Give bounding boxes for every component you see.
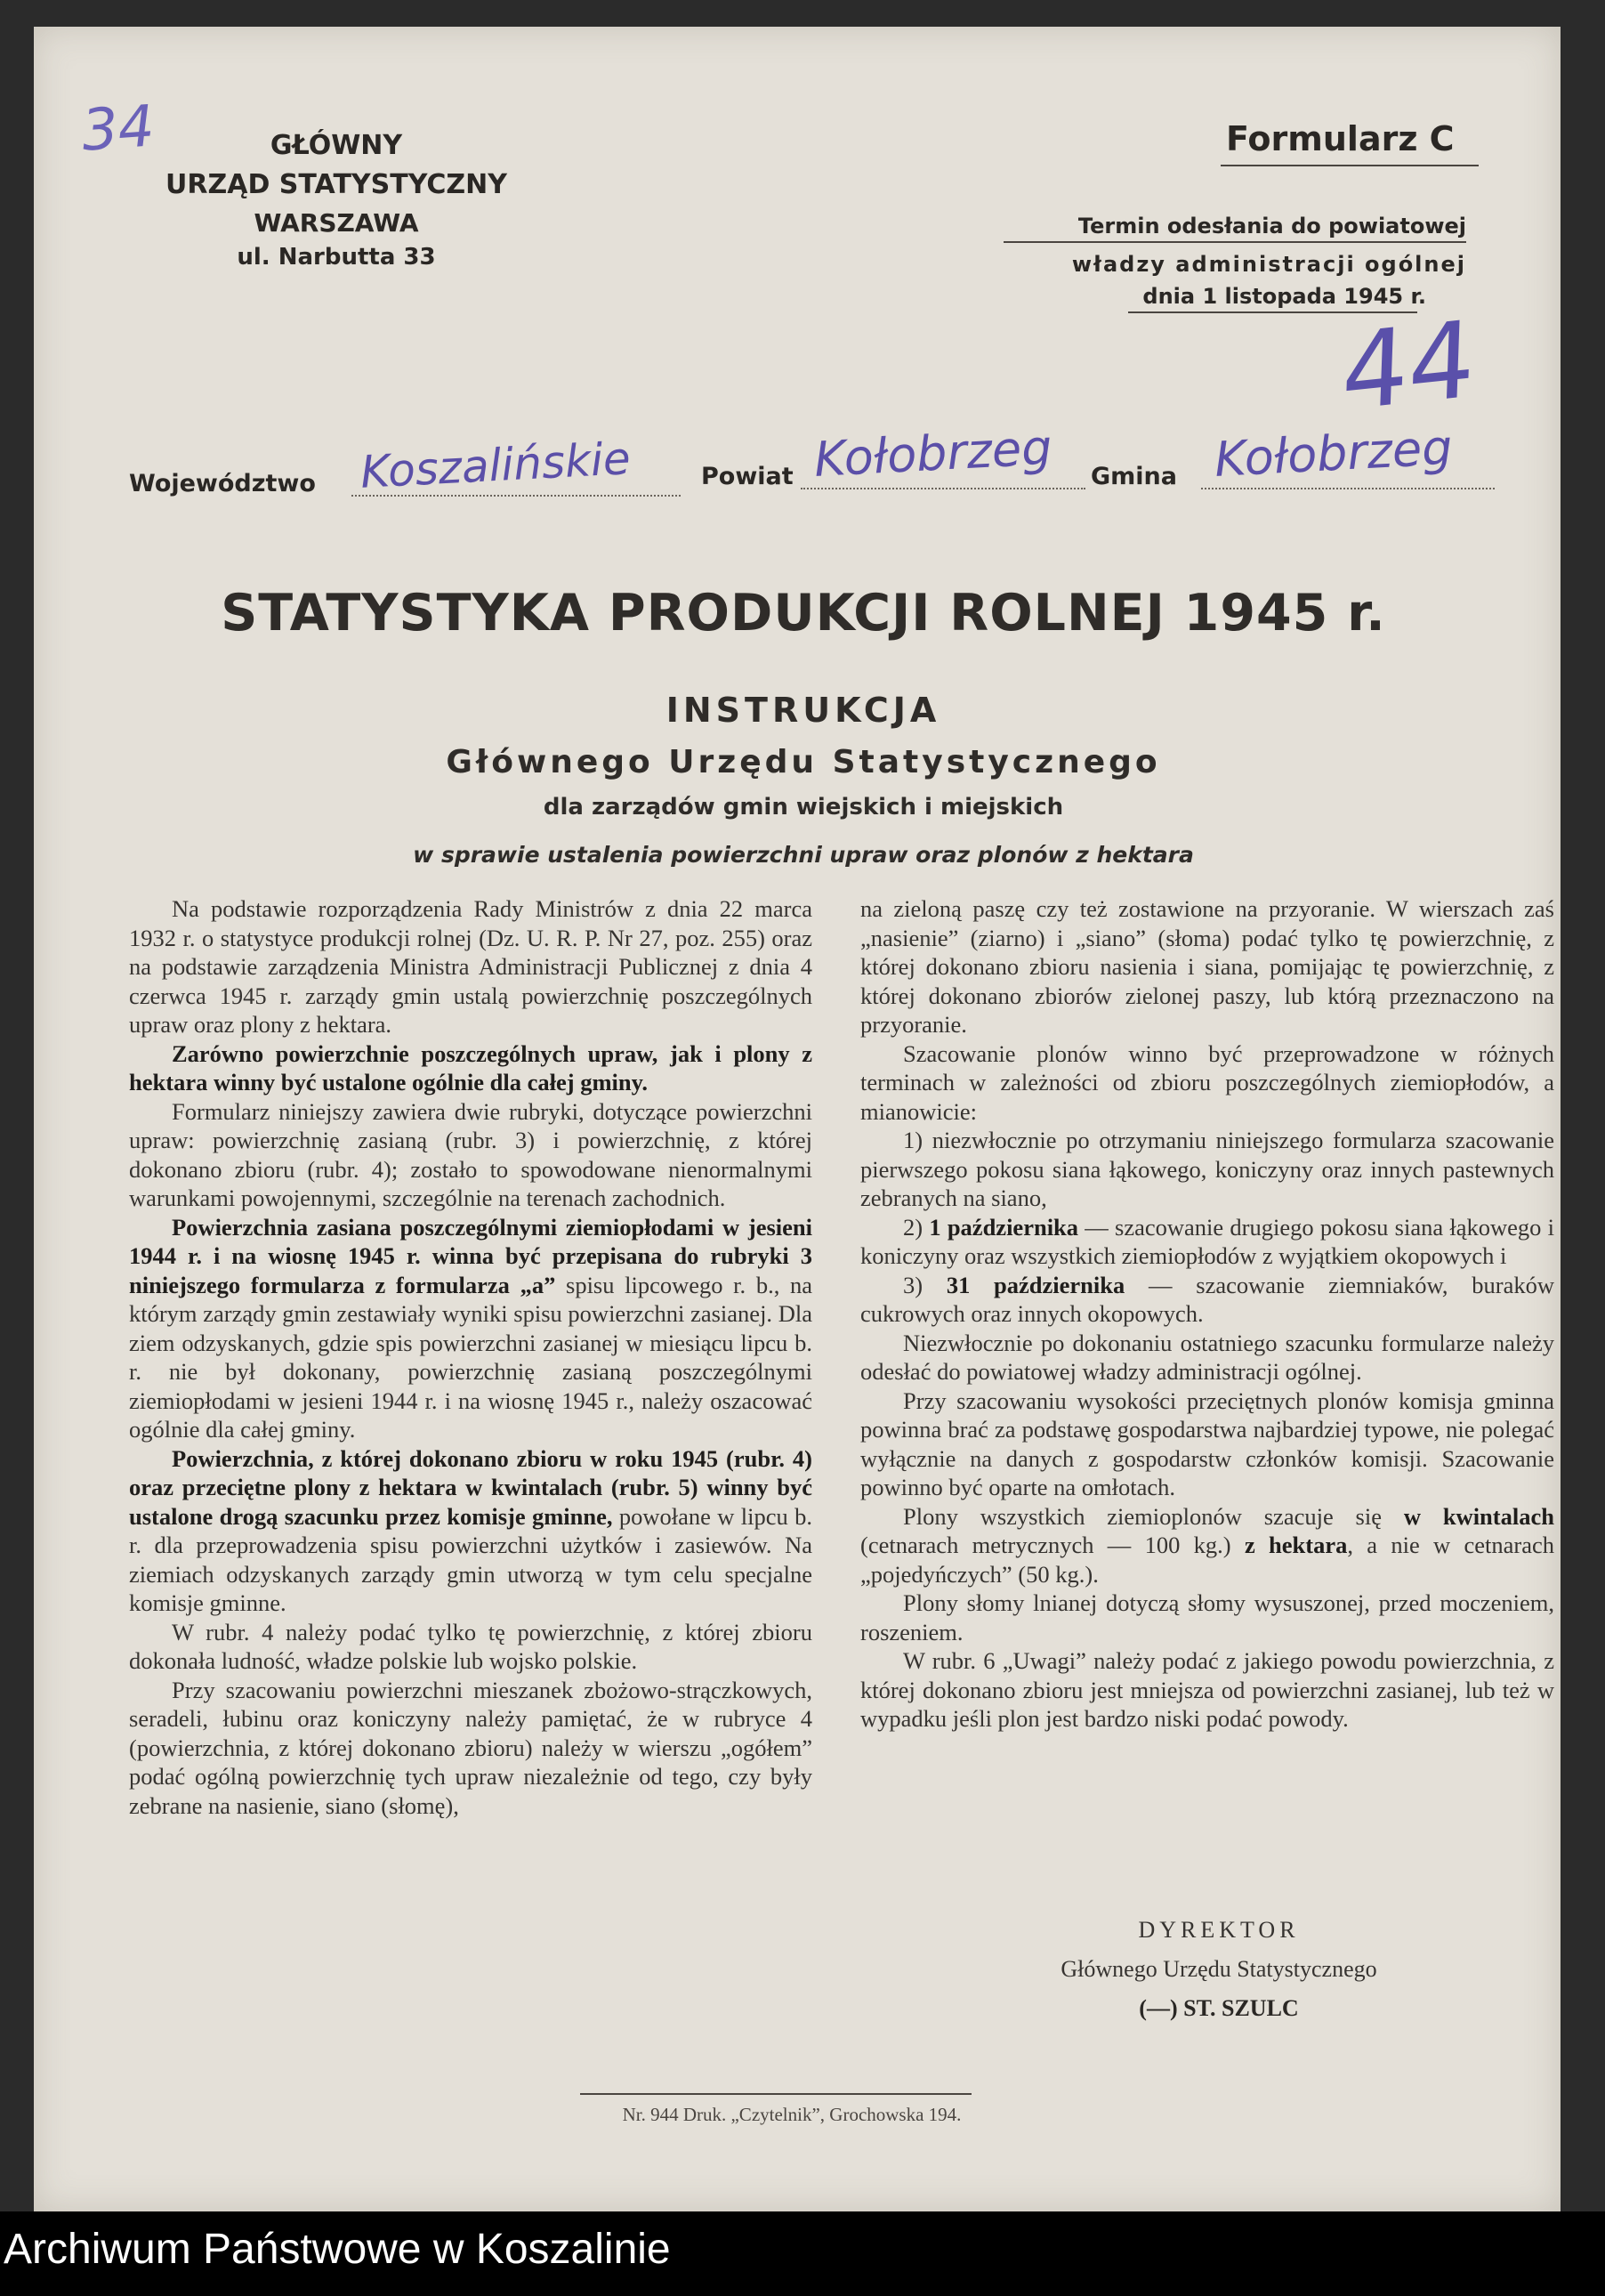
- deadline-underline-1: [1004, 241, 1466, 243]
- county-handwritten-value: Kołobrzeg: [812, 419, 1053, 488]
- paragraph-bold: 31 października: [946, 1271, 1125, 1298]
- deadline-line-2: władzy administracji ogólnej: [1071, 252, 1466, 277]
- paragraph-text: — szacowanie drugiego pokosu siana łąkowego i koniczyny oraz wszystkich ziemiopłodów z wyjątkiem okopowych i: [860, 1213, 1554, 1269]
- paragraph: W rubr. 4 należy podać tylko tę powierzchnię, z której zbioru dokonała ludność, władze polskie lub wojsko polskie.: [129, 1618, 812, 1674]
- paragraph: Plony słomy lnianej dotyczą słomy wysuszonej, przed moczeniem, roszeniem.: [860, 1589, 1554, 1645]
- signature-office: Głównego Urzędu Statystycznego: [1061, 1956, 1377, 1982]
- paragraph: [129, 1039, 812, 1097]
- paragraph-bold: w kwintalach: [1403, 1502, 1554, 1530]
- paragraph: Niezwłocznie po dokonaniu ostatniego szacunku formularze należy odesłać do powiatowej władzy administracji ogólnej.: [860, 1329, 1554, 1385]
- paragraph-text: — szacowanie ziemniaków, buraków cukrowych oraz innych okopowych.: [860, 1271, 1554, 1327]
- deadline-line-3: dnia 1 listopada 1945 r.: [1142, 284, 1426, 309]
- instruction-column-left: [129, 894, 812, 1820]
- office-address: ul. Narbutta 33: [237, 244, 436, 271]
- county-dotted-line: [801, 488, 1085, 489]
- document-title: STATYSTYKA PRODUKCJI ROLNEJ 1945 r.: [221, 584, 1386, 643]
- office-line-1: GŁÓWNY: [270, 130, 403, 161]
- paragraph: [860, 1502, 1554, 1589]
- paragraph: W rubr. 6 „Uwagi” należy podać z jakiego powodu powierzchnia, z której dokonano zbioru jest mniejsza od powierzchni zasianej, lub też w wypadku jeśli plon jest bardzo niski podać powody.: [860, 1647, 1554, 1732]
- commune-label: Gmina: [1091, 463, 1177, 490]
- paragraph-bold: 1 października: [929, 1213, 1079, 1241]
- paragraph: Przy szacowaniu powierzchni mieszanek zbożowo-strączkowych, seradeli, łubinu oraz koniczyny należy pamiętać, że w rubryce 4 (powierzchnia, z której dokonano zbioru) należy w wierszu „ogółem” podać ogólną powierzchnię tych upraw niezależnie od tego, czy były zebrane na nasienie, siano (słomę),: [129, 1676, 812, 1819]
- paragraph: [129, 1444, 812, 1618]
- instruction-subtitle-3: w sprawie ustalenia powierzchni upraw oraz plonów z hektara: [413, 842, 1194, 868]
- paragraph: Na podstawie rozporządzenia Rady Ministrów z dnia 22 marca 1932 r. o statystyce produkcji rolnej (Dz. U. R. P. Nr 27, poz. 255) oraz na podstawie zarządzenia Ministra Administracji Publicznej z dnia 4 czerwca 1945 r. zarządy gmin ustalą powierzchnię poszczególnych upraw oraz plony z hektara.: [129, 895, 812, 1038]
- paragraph: Formularz niniejszy zawiera dwie rubryki, dotyczące powierzchni upraw: powierzchnię zasianą (rubr. 3) i powierzchnię, z której dokonano zbioru (rubr. 4); zostało to spowodowane nienormalnymi warunkami powojennymi, szczególnie na terenach zachodnich.: [129, 1097, 812, 1211]
- printer-note: Nr. 944 Druk. „Czytelnik”, Grochowska 194.: [622, 2104, 962, 2125]
- paragraph-text: (cetnarach metrycznych — 100 kg.): [860, 1532, 1245, 1558]
- voivodeship-handwritten-value: Koszalińskie: [359, 433, 632, 498]
- form-title: Formularz C: [1226, 119, 1455, 158]
- paragraph-bold: z hektara: [1244, 1532, 1348, 1558]
- paragraph-bold: Zarówno powierzchnie poszczególnych upraw, jak i plony z hektara winny być ustalone ogólnie dla całej gminy.: [129, 1039, 812, 1095]
- printer-rule: [580, 2093, 972, 2095]
- county-label: Powiat: [701, 463, 794, 490]
- paragraph-text: powołane w lipcu b. r. dla przeprowadzenia spisu powierzchni użytków i zasiewów. Na ziemiach odzyskanych zarządy gmin utworzą w tym celu specjalne komisje gminne.: [129, 1502, 812, 1616]
- paragraph-text: spisu lipcowego r. b., na którym zarządy gmin zestawiały wyniki spisu powierzchni zasianej. Dla ziem odzyskanych, gdzie spis powierzchni zasianej w miesiącu lipcu b. r. nie był dokonany, powierzchnię zasianą poszczególnymi ziemiopłodami w jesieni 1944 r. i na wiosnę 1945 r., należy oszacować ogólnie dla całej gminy.: [129, 1271, 812, 1443]
- paragraph: Przy szacowaniu wysokości przeciętnych plonów komisja gminna powinna brać za podstawę gospodarstwa najbardziej typowe, nie polegać wyłącznie na danych z gospodarstw członków komisji. Szacowanie powinno być oparte na omłotach.: [860, 1386, 1554, 1500]
- deadline-line-1: Termin odesłania do powiatowej: [1077, 214, 1466, 238]
- paragraph-bold: Powierzchnia, z której dokonano zbioru w roku 1945 (rubr. 4) oraz przeciętne plony z hektara w kwintalach (rubr. 5) winny być ustalone drogą szacunku przez komisje gminne,: [129, 1444, 812, 1530]
- voivodeship-label: Województwo: [129, 470, 316, 497]
- instruction-column-right: [860, 894, 1554, 1734]
- instruction-subtitle-2: dla zarządów gmin wiejskich i miejskich: [543, 794, 1064, 821]
- office-line-2: URZĄD STATYSTYCZNY: [165, 169, 507, 200]
- instruction-subtitle-1: Głównego Urzędu Statystycznego: [446, 744, 1161, 780]
- commune-handwritten-value: Kołobrzeg: [1213, 419, 1454, 488]
- paragraph: [860, 1213, 1554, 1271]
- handwritten-page-number: 44: [1339, 296, 1478, 435]
- paragraph-text: 3): [903, 1271, 947, 1298]
- signature-name: (—) ST. SZULC: [1139, 1995, 1299, 2021]
- handwritten-corner-number: 34: [79, 93, 157, 165]
- paragraph-text: Plony wszystkich ziemioplonów szacuje się: [903, 1502, 1404, 1530]
- paragraph-text: 2): [903, 1213, 930, 1241]
- paragraph: Szacowanie plonów winno być przeprowadzone w różnych terminach w zależności od zbioru poszczególnych ziemiopłodów, a mianowicie:: [860, 1039, 1554, 1125]
- office-line-3: WARSZAWA: [254, 208, 419, 238]
- paragraph-bold: Powierzchnia zasiana poszczególnymi ziemiopłodami w jesieni 1944 r. i na wiosnę 1945 r. winna być przepisana do rubryki 3 niniejszego formularza z formularza „a”: [129, 1213, 812, 1298]
- archive-caption: Archiwum Państwowe w Koszalinie: [4, 2226, 671, 2273]
- paragraph: [129, 1213, 812, 1444]
- paragraph: [860, 1271, 1554, 1329]
- commune-dotted-line: [1201, 488, 1495, 489]
- form-title-underline: [1221, 165, 1479, 166]
- paragraph-text: , a nie w cetnarach „pojedyńczych” (50 kg.).: [860, 1532, 1554, 1588]
- instruction-heading: INSTRUKCJA: [665, 691, 941, 730]
- signature-title: DYREKTOR: [1138, 1917, 1300, 1943]
- paragraph: na zieloną paszę czy też zostawione na przyoranie. W wierszach zaś „nasienie” (ziarno) i „siano” (słoma) podać tylko tę powierzchnię, z której dokonano zbioru nasienia i siana, pomijając tę powierzchnię, z której dokonano zbiorów zielonej paszy, lub którą przeznaczono na przyoranie.: [860, 895, 1554, 1038]
- paragraph: 1) niezwłocznie po otrzymaniu niniejszego formularza szacowanie pierwszego pokosu siana łąkowego, koniczyny oraz innych pastewnych zebranych na siano,: [860, 1127, 1554, 1211]
